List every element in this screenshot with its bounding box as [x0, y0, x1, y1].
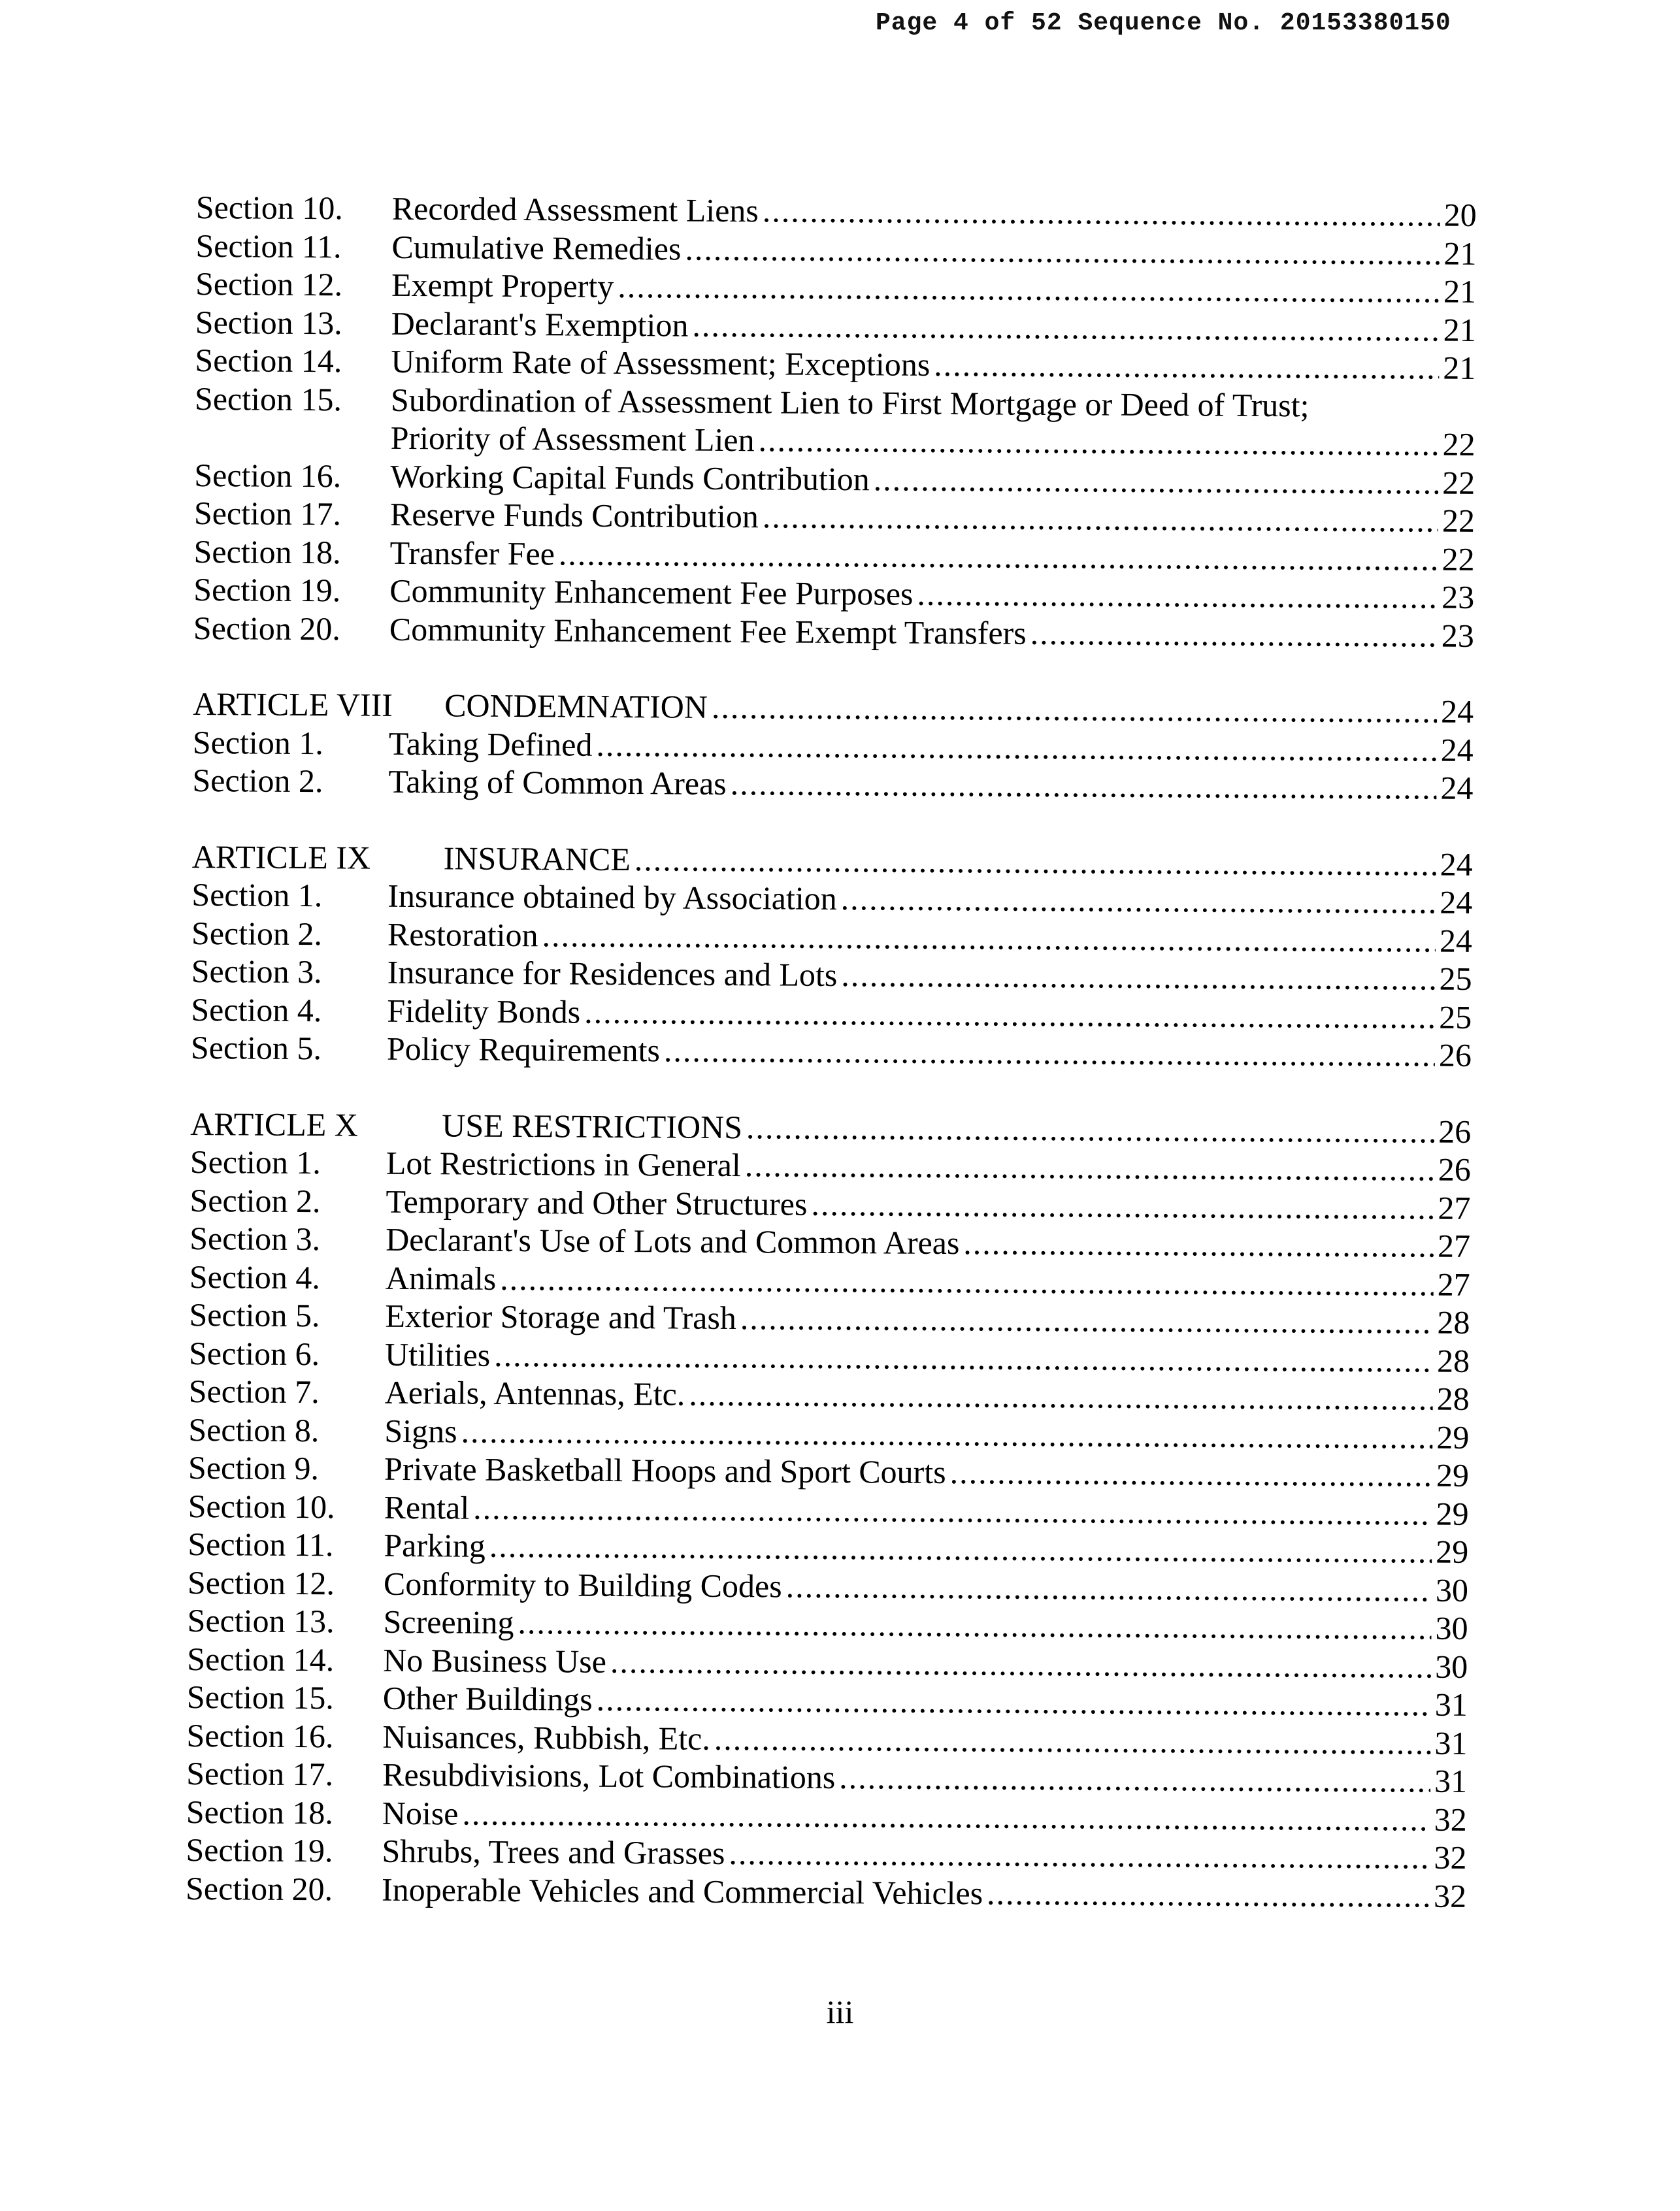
- page-number: 32: [1434, 1801, 1467, 1838]
- section-title: No Business Use: [383, 1641, 607, 1680]
- dot-leader: [596, 725, 1437, 768]
- section-title: Resubdivisions, Lot Combinations: [382, 1756, 836, 1796]
- dot-leader: [714, 1719, 1431, 1761]
- section-title: Screening: [383, 1603, 514, 1641]
- page-number: 24: [1440, 883, 1473, 921]
- page-number: 23: [1441, 617, 1475, 654]
- article-title: INSURANCE: [443, 839, 631, 877]
- page-number: 28: [1436, 1342, 1470, 1379]
- dot-leader: [811, 1185, 1434, 1226]
- section-number: Section 10.: [188, 1487, 335, 1525]
- section-title: Aerials, Antennas, Etc.: [384, 1373, 685, 1413]
- section-number: Section 1.: [191, 876, 323, 914]
- dot-leader: [618, 267, 1440, 310]
- page-number: 24: [1440, 845, 1473, 883]
- section-number: Section 4.: [189, 1258, 320, 1296]
- section-number: Section 12.: [187, 1564, 335, 1601]
- dot-leader: [949, 1453, 1432, 1494]
- dot-leader: [786, 1567, 1432, 1609]
- section-title: Uniform Rate of Assessment; Exceptions: [391, 342, 931, 383]
- dot-leader: [729, 1834, 1430, 1876]
- dot-leader: [839, 1758, 1430, 1800]
- page-number: 28: [1437, 1303, 1470, 1341]
- page-number: 28: [1436, 1380, 1470, 1417]
- page-number: 25: [1439, 998, 1472, 1036]
- page-number: 27: [1437, 1266, 1470, 1303]
- section-title: Other Buildings: [382, 1679, 593, 1718]
- toc-entry: [191, 1028, 1472, 1074]
- section-title: Community Enhancement Fee Exempt Transfers: [389, 610, 1027, 651]
- section-number: Section 2.: [191, 914, 323, 952]
- dot-leader: [917, 575, 1438, 616]
- page-number: 22: [1442, 425, 1475, 463]
- page-number: 32: [1433, 1877, 1467, 1914]
- page-number: 20: [1443, 196, 1477, 233]
- section-number: Section 2.: [189, 1181, 321, 1219]
- section-title: Nuisances, Rubbish, Etc.: [382, 1718, 711, 1757]
- section-title: Exempt Property: [391, 266, 614, 304]
- section-number: Section 2.: [192, 761, 323, 800]
- section-title: Private Basketball Hoops and Sport Courts: [384, 1450, 946, 1491]
- dot-leader: [461, 1412, 1432, 1456]
- section-title: Noise: [382, 1794, 459, 1831]
- dot-leader: [597, 1680, 1432, 1724]
- page-number: 24: [1440, 731, 1474, 768]
- page-number: 24: [1439, 922, 1473, 959]
- section-number: Section 20.: [185, 1869, 333, 1907]
- section-title: Animals: [385, 1259, 497, 1297]
- toc-entry: [194, 379, 1475, 463]
- section-title: Lot Restrictions in General: [386, 1144, 741, 1184]
- section-number: Section 18.: [193, 532, 341, 570]
- page-number: 26: [1438, 1151, 1472, 1188]
- page-header: Page 4 of 52 Sequence No. 20153380150: [876, 9, 1451, 37]
- section-number: Section 15.: [194, 380, 342, 418]
- page-folio: iii: [826, 1993, 854, 2030]
- page-number: 30: [1435, 1648, 1468, 1685]
- dot-leader: [758, 421, 1438, 463]
- section-number: Section 16.: [186, 1716, 334, 1754]
- section-number: Section 19.: [186, 1831, 333, 1869]
- section-title: Declarant's Exemption: [391, 304, 689, 344]
- section-number: Section 18.: [186, 1793, 333, 1831]
- page-number: 22: [1442, 464, 1475, 501]
- page-number: 29: [1436, 1495, 1469, 1532]
- page-number: 21: [1443, 272, 1477, 310]
- section-title: Cumulative Remedies: [391, 228, 682, 267]
- section-number: Section 6.: [188, 1334, 320, 1372]
- page-number: 29: [1436, 1533, 1469, 1570]
- section-title: Community Enhancement Fee Purposes: [389, 572, 914, 612]
- page-number: 24: [1440, 693, 1474, 730]
- page-number: 31: [1434, 1762, 1468, 1799]
- section-number: Section 19.: [193, 570, 341, 609]
- dot-leader: [518, 1603, 1431, 1647]
- section-title: Exterior Storage and Trash: [385, 1297, 737, 1337]
- section-number: Section 9.: [188, 1449, 320, 1487]
- toc-entry: [186, 1869, 1466, 1914]
- dot-leader: [664, 1031, 1435, 1074]
- dot-leader: [934, 346, 1439, 387]
- section-title: Reserve Funds Contribution: [389, 495, 759, 535]
- page-number: 24: [1440, 769, 1474, 806]
- page-number: 21: [1443, 349, 1476, 386]
- section-number: Section 16.: [194, 456, 342, 494]
- toc-entry: [192, 761, 1473, 807]
- article-number: ARTICLE IX: [191, 838, 371, 876]
- dot-leader: [500, 1259, 1434, 1303]
- section-title: Inoperable Vehicles and Commercial Vehicles: [381, 1871, 983, 1911]
- section-title: Declarant's Use of Lots and Common Areas: [386, 1220, 960, 1262]
- dot-leader: [559, 534, 1438, 578]
- section-title: Transfer Fee: [389, 534, 555, 572]
- dot-leader: [634, 840, 1436, 883]
- dot-leader: [740, 1299, 1434, 1341]
- dot-leader: [584, 992, 1435, 1036]
- article-number: ARTICLE VIII: [193, 685, 393, 723]
- section-title: Policy Requirements: [386, 1030, 661, 1069]
- section-title: Insurance obtained by Association: [387, 877, 837, 917]
- dot-leader: [763, 497, 1438, 540]
- page-number: 22: [1441, 502, 1475, 539]
- section-number: Section 11.: [195, 227, 342, 265]
- page-number: 32: [1434, 1839, 1467, 1876]
- dot-leader: [462, 1794, 1430, 1839]
- section-number: Section 7.: [188, 1372, 320, 1411]
- section-title: Working Capital Funds Contribution: [390, 457, 870, 497]
- section-number: Section 5.: [189, 1296, 320, 1334]
- section-number: Section 8.: [188, 1411, 320, 1449]
- section-number: Section 13.: [187, 1601, 335, 1640]
- page-number: 29: [1436, 1456, 1470, 1494]
- section-title: Insurance for Residences and Lots: [387, 953, 838, 994]
- article-number: ARTICLE X: [190, 1105, 359, 1143]
- section-title: Temporary and Other Structures: [386, 1183, 808, 1222]
- section-number: Section 13.: [195, 303, 342, 341]
- dot-leader: [841, 956, 1436, 998]
- dot-leader: [473, 1488, 1432, 1532]
- page-number: 31: [1434, 1686, 1468, 1723]
- section-number: Section 4.: [191, 991, 322, 1028]
- dot-leader: [542, 916, 1436, 960]
- toc-entry: [193, 608, 1474, 654]
- section-number: Section 17.: [186, 1754, 334, 1793]
- page-number: 29: [1436, 1418, 1470, 1456]
- section-number: Section 10.: [195, 188, 343, 227]
- section-number: Section 1.: [189, 1143, 321, 1181]
- section-number: Section 1.: [192, 723, 323, 761]
- page-number: 27: [1437, 1227, 1471, 1264]
- page-number: 23: [1441, 578, 1475, 615]
- page-number: 26: [1438, 1113, 1472, 1150]
- section-title: Taking of Common Areas: [388, 762, 727, 802]
- section-title: Signs: [384, 1412, 457, 1449]
- dot-leader: [689, 1375, 1433, 1418]
- dot-leader: [712, 688, 1438, 730]
- article-title: CONDEMNATION: [444, 687, 708, 725]
- page-number: 26: [1438, 1036, 1472, 1073]
- section-number: Section 5.: [190, 1028, 322, 1067]
- dot-leader: [763, 191, 1440, 234]
- section-title: Subordination of Assessment Lien to First Mortgage or Deed of Trust;: [390, 381, 1309, 423]
- page-number: 21: [1443, 235, 1477, 272]
- dot-leader: [1030, 614, 1438, 654]
- page-number: 27: [1438, 1189, 1471, 1226]
- section-number: Section 14.: [195, 341, 342, 380]
- section-number: Section 12.: [195, 265, 343, 303]
- section-title: Restoration: [387, 915, 538, 953]
- dot-leader: [746, 1108, 1435, 1151]
- dot-leader: [745, 1146, 1434, 1188]
- page-number: 21: [1443, 311, 1476, 348]
- section-title: Parking: [384, 1526, 486, 1564]
- dot-leader: [489, 1527, 1432, 1571]
- dot-leader: [610, 1642, 1432, 1685]
- page-number: 22: [1441, 540, 1475, 578]
- section-title: Recorded Assessment Liens: [391, 189, 759, 229]
- section-title: Fidelity Bonds: [387, 992, 581, 1030]
- dot-leader: [494, 1335, 1433, 1379]
- page-number: 25: [1439, 960, 1472, 997]
- section-title: Rental: [384, 1488, 470, 1526]
- dot-leader: [685, 229, 1440, 272]
- dot-leader: [731, 764, 1437, 807]
- dot-leader: [692, 306, 1440, 348]
- article-title: USE RESTRICTIONS: [442, 1106, 743, 1145]
- section-number: Section 3.: [191, 952, 322, 991]
- page-number: 30: [1435, 1571, 1469, 1609]
- section-title: Utilities: [384, 1335, 491, 1373]
- section-number: Section 15.: [186, 1678, 335, 1716]
- page-number: 30: [1435, 1609, 1468, 1646]
- section-number: Section 11.: [188, 1525, 334, 1564]
- page-number: 31: [1434, 1724, 1468, 1761]
- section-title-continued: Priority of Assessment Lien: [390, 419, 755, 459]
- dot-leader: [963, 1224, 1434, 1265]
- section-number: Section 20.: [193, 609, 341, 647]
- section-number: Section 3.: [189, 1219, 321, 1258]
- section-number: Section 17.: [193, 494, 342, 532]
- dot-leader: [841, 879, 1436, 921]
- section-title: Shrubs, Trees and Grasses: [382, 1832, 725, 1871]
- table-of-contents: [186, 188, 1477, 1915]
- dot-leader: [987, 1874, 1430, 1915]
- section-title: Taking Defined: [388, 725, 593, 763]
- section-title: Conformity to Building Codes: [383, 1565, 782, 1605]
- dot-leader: [874, 460, 1439, 502]
- section-number: Section 14.: [187, 1640, 335, 1678]
